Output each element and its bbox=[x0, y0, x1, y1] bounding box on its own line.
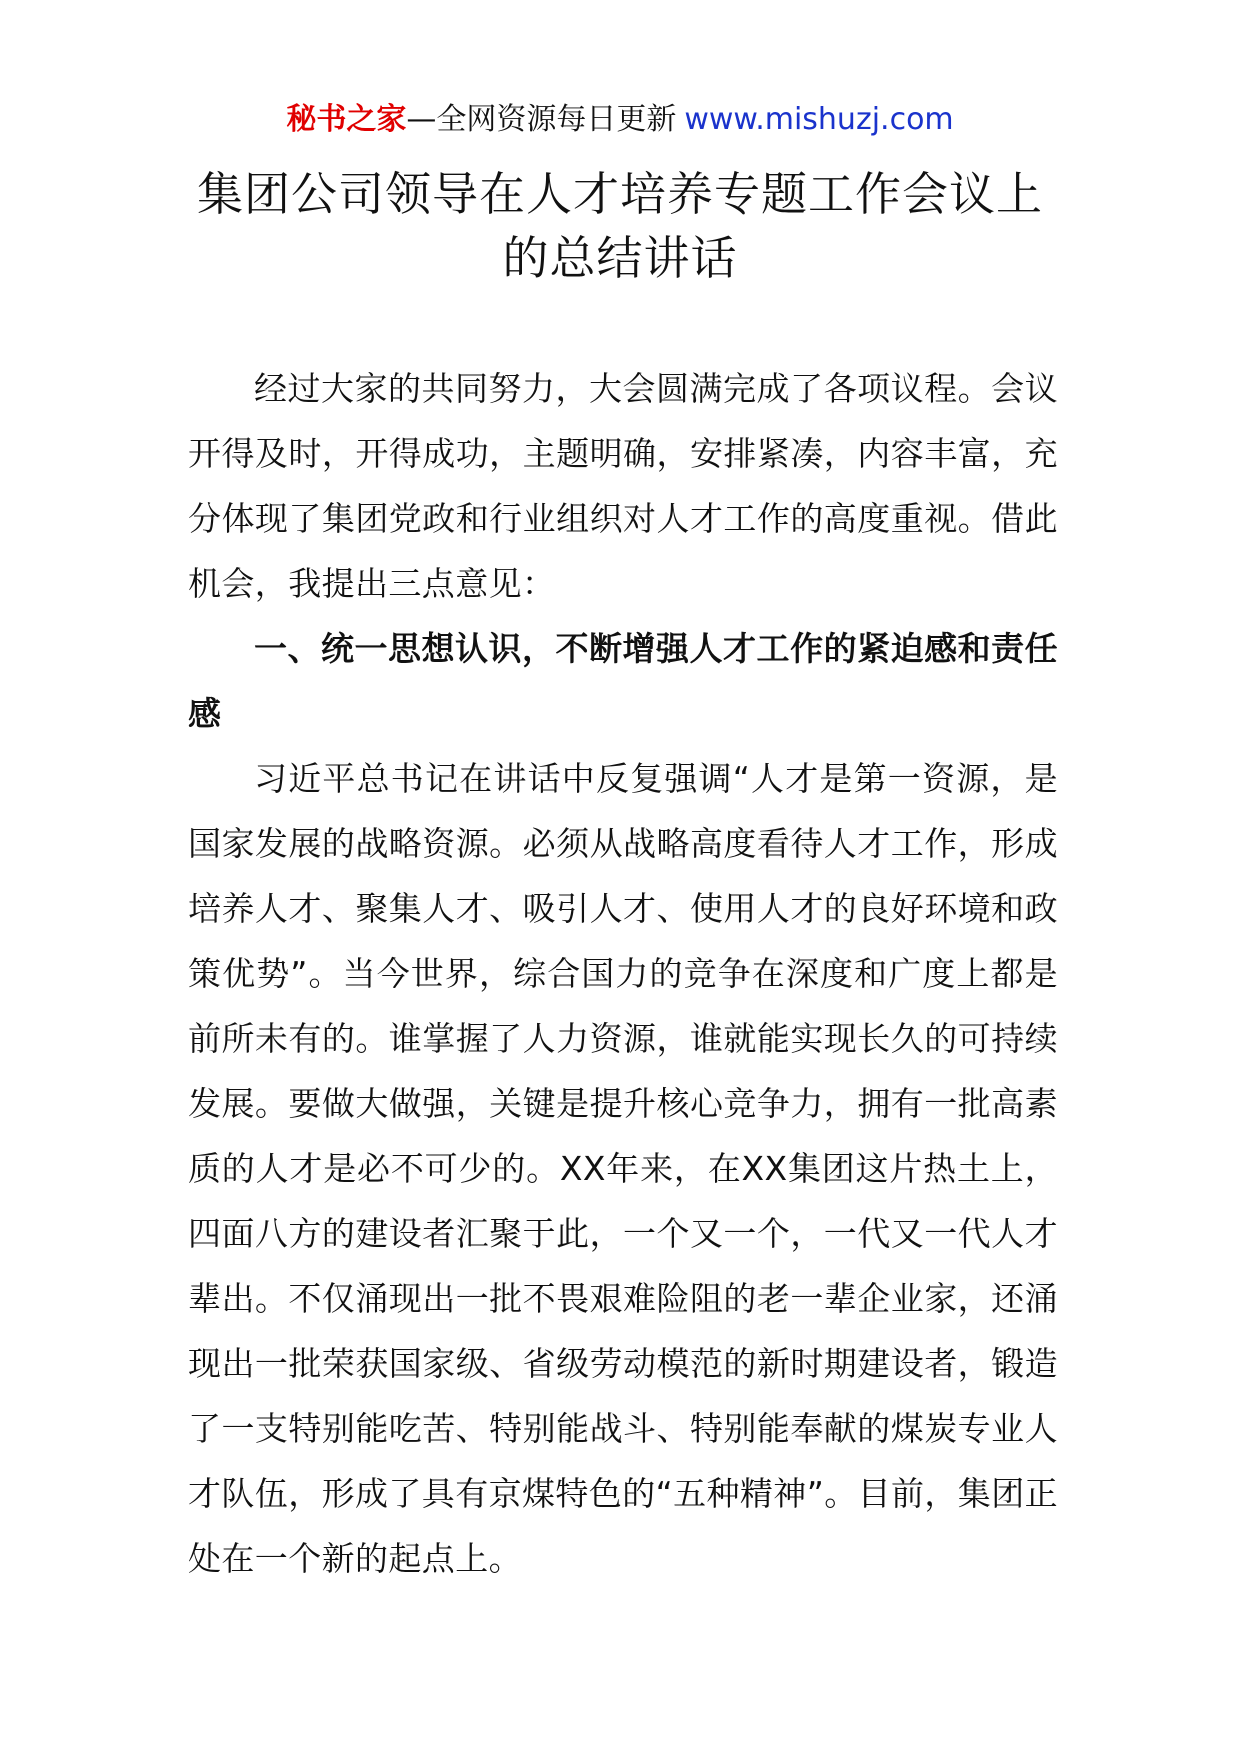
document-title bbox=[160, 162, 1080, 290]
section-heading-1: 一、统一思想认识，不断增强人才工作的紧迫感和责任感 bbox=[188, 629, 1058, 733]
site-header bbox=[0, 100, 1240, 140]
document-body bbox=[188, 356, 1058, 1591]
site-brand: 秘书之家 bbox=[286, 102, 407, 137]
intro-paragraph: 经过大家的共同努力，大会圆满完成了各项议程。会议开得及时，开得成功，主题明确，安排紧凑，内容丰富，充分体现了集团党政和行业组织对人才工作的高度重视。借此机会，我提出三点意见： bbox=[188, 369, 1058, 603]
document-title-line-2: 的总结讲话 bbox=[502, 231, 738, 285]
body-paragraph: 习近平总书记在讲话中反复强调“人才是第一资源，是国家发展的战略资源。必须从战略高度看待人才工作，形成培养人才、聚集人才、吸引人才、使用人才的良好环境和政策优势”。当今世界，综合国力的竞争在深度和广度上都是前所未有的。谁掌握了人力资源，谁就能实现长久的可持续发展。要做大做强，关键是提升核心竞争力，拥有一批高素质的人才是必不可少的。XX年来，在XX集团这片热土上，四面八方的建设者汇聚于此，一个又一个，一代又一代人才辈出。不仅涌现出一批不畏艰难险阻的老一辈企业家，还涌现出一批荣获国家级、省级劳动模范的新时期建设者，锻造了一支特别能吃苦、特别能战斗、特别能奉献的煤炭专业人才队伍，形成了具有京煤特色的“五种精神”。目前，集团正处在一个新的起点上。 bbox=[188, 759, 1058, 1578]
site-tagline: —全网资源每日更新 bbox=[406, 102, 677, 137]
site-url-link[interactable]: www.mishuzj.com bbox=[684, 102, 954, 137]
document-title-line-1: 集团公司领导在人才培养专题工作会议上 bbox=[197, 167, 1043, 221]
